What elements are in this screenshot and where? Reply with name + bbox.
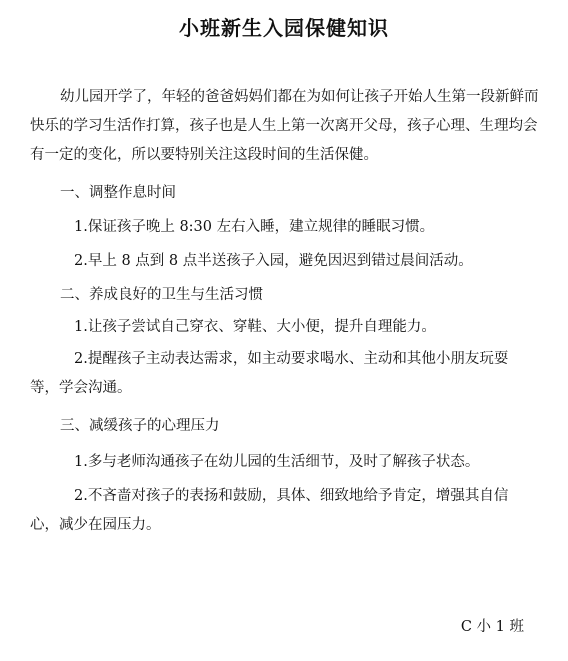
- section-2-item-2: 2.提醒孩子主动表达需求，如主动要求喝水、主动和其他小朋友玩耍等，学会沟通。: [30, 351, 509, 396]
- document-title: 小班新生入园保健知识: [179, 16, 389, 40]
- section-1-item-2: 2.早上 8 点到 8 点半送孩子入园，避免因迟到错过晨间活动。: [74, 253, 473, 269]
- section-3-heading: 三、减缓孩子的心理压力: [60, 418, 220, 434]
- section-3-item-2: 2.不吝啬对孩子的表扬和鼓励，具体、细致地给予肯定，增强其自信心，减少在园压力。: [30, 488, 509, 533]
- class-signature: C 小 1 班: [460, 619, 524, 635]
- section-2-item-1: 1.让孩子尝试自己穿衣、穿鞋、大小便，提升自理能力。: [74, 319, 436, 335]
- intro-paragraph: 幼儿园开学了，年轻的爸爸妈妈们都在为如何让孩子开始人生第一段新鲜而快乐的学习生活作打算，孩子也是人生上第一次离开父母，孩子心理、生理均会有一定的变化，所以要特别关注这段时间的生活保健。: [30, 89, 539, 163]
- section-3-item-1: 1.多与老师沟通孩子在幼儿园的生活细节，及时了解孩子状态。: [74, 454, 480, 470]
- section-1-heading: 一、调整作息时间: [60, 185, 176, 201]
- section-1-item-1: 1.保证孩子晚上 8:30 左右入睡，建立规律的睡眠习惯。: [74, 219, 435, 235]
- section-2-heading: 二、养成良好的卫生与生活习惯: [60, 287, 263, 303]
